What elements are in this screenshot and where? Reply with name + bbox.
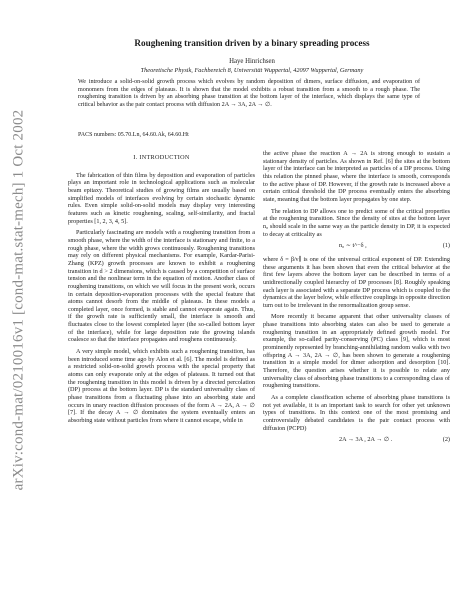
paragraph: where δ = β/ν∥ is one of the universal critical exponent of DP. Extending these arguments it has been shown that even the critical behavior at the first few layers above the bottom layer can be described in terms of a unidirectionally coupled hierarchy of DP processes [8]. Roughly speaking each layer is associated with a separate DP process which is coupled to the dynamics at the layer below, while effective couplings in opposite direction turn out to be irrelevant in the renormalization group sense.	[263, 255, 450, 309]
section-heading: I. INTRODUCTION	[133, 154, 190, 161]
paragraph: The relation to DP allows one to predict some of the critical properties at the roughening transition. Since the density of sites at the bottom layer n₀ should scale in the same way as the particle density in DP, it is expected to decay at criticality as	[263, 207, 450, 238]
arxiv-sidebar	[6, 90, 32, 510]
equation-1-number: (1)	[442, 242, 450, 250]
arxiv-identifier: arXiv:cond-mat/0210016v1 [cond-mat.stat-mech] 1 Oct 2002	[10, 109, 27, 491]
paragraph: More recently it became apparent that other universality classes of phase transitions into absorbing states can also be used to generate a roughening transition in an appropriately defined growth model. For example, the so-called parity-conserving (PC) class [9], which is most prominently represented by branching-annihilating random walks with two offspring A → 3A, 2A → ∅, has been shown to generate a roughening transition in a simple model for dimer adsorption and desorption [10]. Therefore, the question arises whether it is possible to relate any universality class of absorbing phase transitions to a corresponding class of roughening transitions.	[263, 313, 450, 390]
pacs-numbers: PACS numbers: 05.70.Ln, 64.60.Ak, 64.60.Ht	[78, 132, 189, 138]
paragraph: the active phase the reaction A → 2A is strong enough to sustain a stationary density of particles. As shown in Ref. [6] the sites at the bottom layer of the interface can be interpreted as particles of a DP process. Using this relation the pinned phase, where the interface is smooth, corresponds to the active phase of DP. However, if the growth rate is increased above a certain critical threshold the DP process eventually enters the absorbing state, meaning that the bottom layer propagates by one step.	[263, 150, 450, 203]
paper-title: Roughening transition driven by a binary spreading process	[134, 38, 370, 48]
equation-2	[263, 436, 450, 444]
paragraph: As a complete classification scheme of absorbing phase transitions is not yet available, it is an important task to search for other yet unknown types of transitions. In this context one of the most promising and controversially debated candidates is the pair contact process with diffusion (PCPD)	[263, 394, 450, 432]
author-affiliation: Theoretische Physik, Fachbereich 8, Universität Wuppertal, 42097 Wuppertal, Germany	[140, 67, 364, 74]
equation-2-number: (2)	[442, 436, 450, 444]
paragraph: Particularly fascinating are models with a roughening transition from a smooth phase, where the width of the interface is stationary and finite, to a rough phase, where the width grows continuously. Roughening transitions may rely on different physical mechanisms. For example, Kardar-Parisi-Zhang (KPZ) growth processes are known to exhibit a roughening transition in d > 2 dimensions, which is caused by a competition of surface tension and the nonlinear term in the equation of motion. Another class of roughening transitions, on which we will focus in the present work, occurs in certain deposition-evaporation processes with the special feature that atoms cannot desorb from the middle of plateaus. In these models a completed layer, once formed, is stable and cannot evaporate again. Thus, if the growth rate is sufficiently small, the interface is smooth and fluctuates close to the lowest completed layer (the so-called bottom layer of the interface), while for large deposition rate the growing islands coalesce so that the interface propagates and roughens continuously.	[68, 229, 255, 344]
right-column	[263, 150, 450, 450]
equation-2-body: 2A → 3A , 2A → ∅ .	[339, 436, 393, 444]
paragraph: A very simple model, which exhibits such a roughening transition, has been introduced some time ago by Alon et al. [6]. The model is defined as a restricted solid-on-solid growth process with the special property that atoms can only evaporate only at the edges of plateaus. It turned out that the roughening transition in this model is driven by a directed percolation (DP) process at the bottom layer. DP is the standard universality class of phase transitions from a fluctuating phase into an absorbing state and occurs in unary reaction diffusion processes of the form A → 2A, A → ∅ [7]. If the decay A → ∅ dominates the system eventually enters an absorbing state without particles from where it cannot escape, while in	[68, 348, 255, 424]
equation-1-body: n₀ ∼ t^−δ ,	[339, 242, 367, 250]
abstract: We introduce a solid-on-solid growth process which evolves by random deposition of dimers, surface diffusion, and evaporation of monomers from the edges of plateaus. It is shown that the model exhibits a robust transition from a smooth to a rough phase. The roughening transition is driven by an absorbing phase transition at the bottom layer of the interface, which displays the same type of critical behavior as the pair contact process with diffusion 2A → 3A, 2A → ∅.	[78, 79, 420, 109]
left-column	[68, 150, 255, 429]
equation-1	[263, 242, 450, 250]
paragraph: The fabrication of thin films by deposition and evaporation of particles plays an important role in technological applications such as molecular beam epitaxy. Theoretical studies of growing films are usually based on simplified models of interfaces evolving by certain stochastic dynamic rules. Even simple solid-on-solid models may display very interesting features such as kinetic roughening, scaling, self-similarity, and fractal properties [1, 2, 3, 4, 5].	[68, 171, 255, 225]
author-name: Haye Hinrichsen	[229, 58, 275, 65]
